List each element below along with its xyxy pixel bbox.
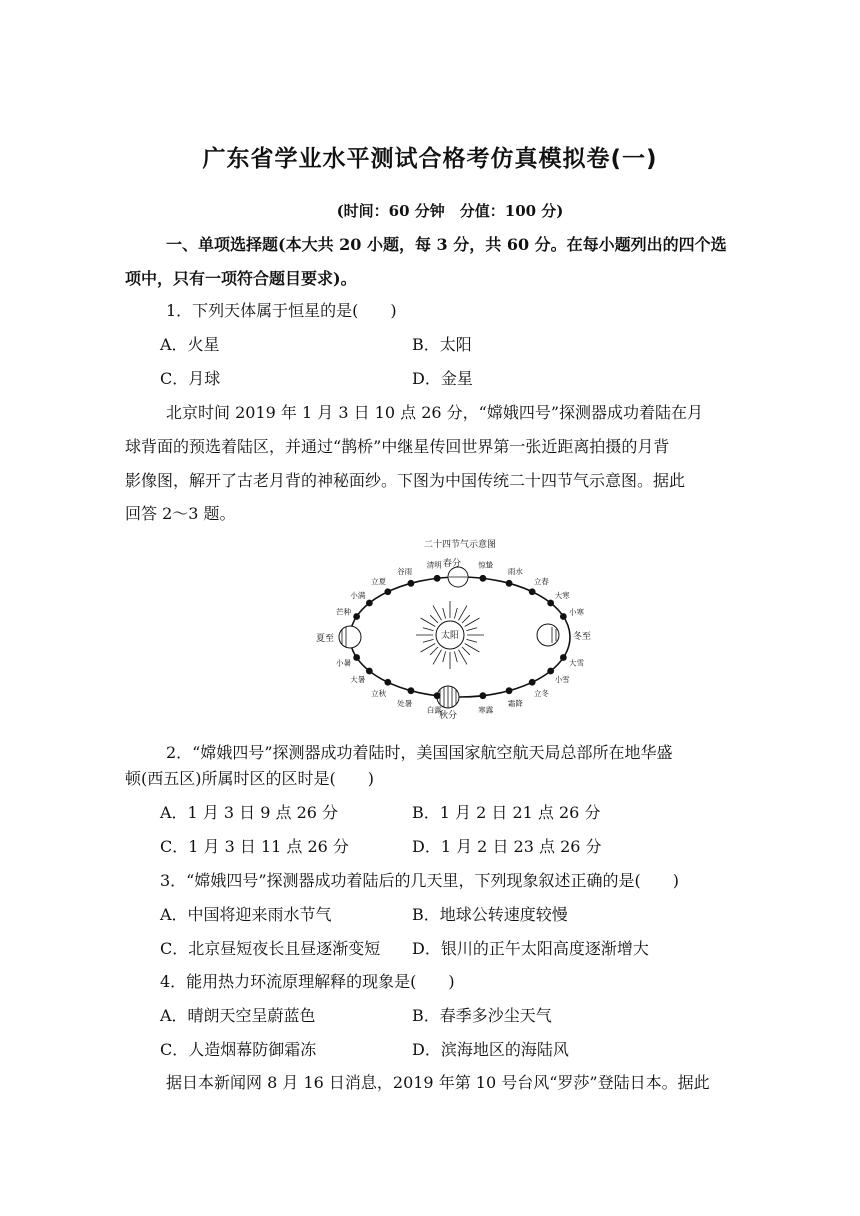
solar-term-dot: [434, 692, 441, 699]
solar-term-dot: [506, 687, 513, 694]
sun-ray: [466, 628, 477, 631]
solar-term-label: 小雪: [554, 674, 570, 684]
season-label-autumn: 秋分: [438, 711, 458, 721]
solar-terms-diagram: [300, 535, 620, 725]
sun-ray: [423, 639, 434, 642]
solar-term-dot: [529, 679, 536, 686]
sun-ray: [433, 606, 442, 621]
exam-meta: (时间：60 分钟 分值：100 分): [336, 202, 564, 220]
solar-term-dot: [384, 679, 391, 686]
sun-ray: [421, 644, 436, 653]
solar-term-label: 白露: [426, 705, 442, 715]
question-3-option-c: C．北京昼短夜长且昼逐渐变短: [160, 939, 381, 958]
question-1-option-a: A．火星: [160, 335, 220, 354]
solar-term-label: 小满: [350, 591, 366, 601]
section-heading-line2: 项中，只有一项符合题目要求)。: [125, 269, 357, 288]
sun-ray: [459, 650, 468, 665]
solar-term-label: 大暑: [350, 674, 366, 684]
solar-term-dot: [547, 668, 554, 675]
question-2-line2: 顿(西五区)所属时区的区时是( ): [125, 769, 374, 788]
sun-ray: [421, 618, 436, 627]
solar-term-dot: [408, 687, 415, 694]
solar-term-dot: [560, 654, 567, 661]
sun-ray: [465, 644, 480, 653]
sun-ray: [433, 650, 442, 665]
solar-term-label: 立夏: [371, 577, 387, 587]
sun-label: 太阳: [440, 631, 460, 641]
solar-term-dot: [434, 575, 441, 582]
passage-1-line1: 北京时间 2019 年 1 月 3 日 10 点 26 分，“嫦娥四号”探测器成功着陆在月: [166, 403, 704, 422]
sun-ray: [430, 615, 438, 623]
solar-term-label: 寒露: [478, 705, 494, 715]
passage-1-line3: 影像图，解开了古老月背的神秘面纱。下图为中国传统二十四节气示意图。据此: [125, 471, 686, 490]
question-4-stem: 4．能用热力环流原理解释的现象是( ): [160, 972, 455, 991]
solar-term-label: 立秋: [371, 688, 387, 698]
solar-term-label: 清明: [426, 560, 442, 570]
question-4-option-a: A．晴朗天空呈蔚蓝色: [160, 1006, 316, 1025]
solar-term-dot: [366, 668, 373, 675]
solar-term-label: 大寒: [554, 591, 570, 601]
solar-term-dot: [479, 692, 486, 699]
passage-1-line2: 球背面的预选着陆区，并通过“鹊桥”中继星传回世界第一张近距离拍摄的月背: [125, 437, 670, 456]
solar-term-label: 立春: [533, 577, 549, 587]
question-2-option-b: B．1 月 2 日 21 点 26 分: [412, 803, 601, 822]
solar-term-label: 小暑: [335, 658, 351, 668]
sun-ray: [454, 608, 457, 619]
sun-ray: [462, 615, 470, 623]
question-1-option-d: D．金星: [412, 369, 473, 388]
question-3-option-a: A．中国将迎来雨水节气: [160, 905, 332, 924]
earth-spring: [448, 567, 468, 587]
question-1-stem: 1．下列天体属于恒星的是( ): [166, 301, 397, 320]
season-label-summer: 夏至: [315, 634, 335, 644]
solar-term-dot: [384, 588, 391, 595]
sun-ray: [430, 647, 438, 655]
solar-term-label: 谷雨: [397, 566, 413, 576]
solar-term-label: 雨水: [507, 566, 523, 576]
solar-term-label: 惊蛰: [478, 560, 494, 570]
solar-term-dot: [353, 613, 360, 620]
passage-2-line1: 据日本新闻网 8 月 16 日消息，2019 年第 10 号台风“罗莎”登陆日本。据此: [166, 1073, 710, 1092]
solar-term-label: 芒种: [335, 607, 351, 617]
sun-ray: [462, 647, 470, 655]
solar-term-label: 小寒: [569, 607, 585, 617]
question-2-option-a: A．1 月 3 日 9 点 26 分: [160, 803, 339, 822]
sun-ray: [443, 608, 446, 619]
solar-term-dot: [547, 600, 554, 607]
sun-ray: [465, 618, 480, 627]
solar-term-dot: [353, 654, 360, 661]
question-1-option-c: C．月球: [160, 369, 221, 388]
page-title: 广东省学业水平测试合格考仿真模拟卷(一): [202, 146, 658, 172]
solar-terms-svg: [300, 535, 620, 725]
solar-term-dot: [529, 588, 536, 595]
sun-ray: [443, 651, 446, 662]
question-2-line1: 2．“嫦娥四号”探测器成功着陆时，美国国家航空航天局总部所在地华盛: [166, 743, 673, 762]
solar-term-label: 处暑: [397, 699, 413, 709]
earth-summer: [339, 626, 361, 648]
sun-ray: [454, 651, 457, 662]
sun-ray: [423, 628, 434, 631]
question-3-option-b: B．地球公转速度较慢: [412, 905, 568, 924]
season-label-winter: 冬至: [572, 632, 592, 642]
solar-term-dot: [506, 580, 513, 587]
question-4-option-d: D．滨海地区的海陆风: [412, 1040, 569, 1059]
solar-term-label: 霜降: [507, 699, 523, 709]
solar-term-label: 立冬: [533, 688, 549, 698]
sun-ray: [459, 606, 468, 621]
question-3-option-d: D．银川的正午太阳高度逐渐增大: [412, 939, 649, 958]
question-2-option-d: D．1 月 2 日 23 点 26 分: [412, 837, 602, 856]
passage-1-line4: 回答 2～3 题。: [125, 504, 236, 523]
diagram-caption: 二十四节气示意图: [423, 540, 497, 550]
question-4-option-b: B．春季多沙尘天气: [412, 1006, 552, 1025]
solar-term-label: 大雪: [569, 658, 585, 668]
question-3-stem: 3．“嫦娥四号”探测器成功着陆后的几天里，下列现象叙述正确的是( ): [160, 871, 680, 890]
earth-winter: [537, 624, 559, 646]
section-heading-line1: 一、单项选择题(本大共 20 小题，每 3 分，共 60 分。在每小题列出的四个选: [166, 235, 727, 254]
season-label-spring: 春分: [442, 559, 462, 569]
question-4-option-c: C．人造烟幕防御霜冻: [160, 1040, 317, 1059]
question-1-option-b: B．太阳: [412, 335, 472, 354]
solar-term-dot: [366, 600, 373, 607]
solar-term-dot: [479, 575, 486, 582]
sun-ray: [466, 639, 477, 642]
solar-term-dot: [560, 613, 567, 620]
question-2-option-c: C．1 月 3 日 11 点 26 分: [160, 837, 349, 856]
solar-term-dot: [408, 580, 415, 587]
